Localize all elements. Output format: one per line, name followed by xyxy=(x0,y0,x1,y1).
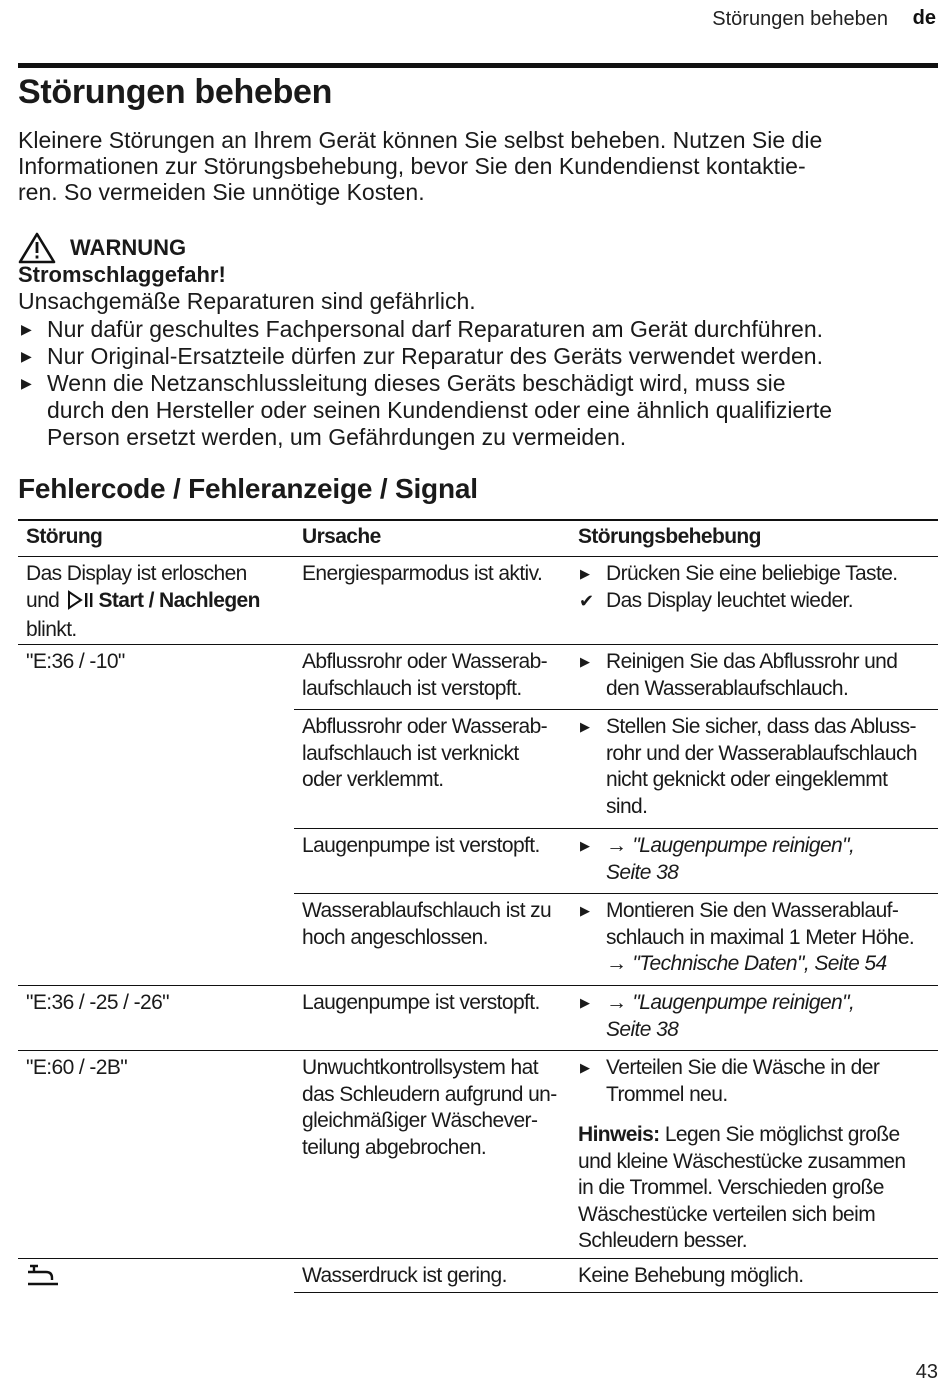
remedy-check-kinked: ▶ Stellen Sie sicher, dass das Abluss- rohr und der Wasserablaufschlauch nicht geknickt oder eingeklemmt sind. xyxy=(580,715,917,818)
start-pause-icon xyxy=(67,590,97,618)
table-row-e36-25-ursache: Laugenpumpe ist verstopft. xyxy=(302,991,540,1014)
intro-paragraph xyxy=(18,127,938,205)
table-row-e36-25-stoerung: "E:36 / -25 / -26" xyxy=(26,991,170,1014)
cause-hose-too-high: Wasserablaufschlauch ist zu hoch angeschlossen. xyxy=(302,899,552,949)
page-title: Störungen beheben xyxy=(18,73,333,111)
bullet-triangle-icon: ▶ xyxy=(21,375,32,391)
table-row-display-off-behebung: ▶ Drücken Sie eine beliebige Taste. ✔ Das Display leuchtet wieder. xyxy=(578,561,898,614)
table-row-e60-stoerung: "E:60 / -2B" xyxy=(26,1056,128,1079)
intro-line: Informationen zur Störungsbehebung, bevor Sie den Kundendienst kontaktie- xyxy=(18,153,806,179)
table-row-e36-10-stoerung: "E:36 / -10" xyxy=(26,650,125,673)
table-rule xyxy=(294,893,938,894)
warning-label: WARNUNG xyxy=(70,235,187,260)
table-rule xyxy=(294,709,938,710)
warning-triangle-icon xyxy=(18,232,56,264)
cause-drain-blocked: Abflussrohr oder Wasserab- laufschlauch ist verstopft. xyxy=(302,650,548,700)
cause-pump-blocked: Laugenpumpe ist verstopft. xyxy=(302,834,540,857)
remedy-clean-drain: ▶ Reinigen Sie das Abflussrohr und den Wasserablaufschlauch. xyxy=(580,650,898,700)
column-header-stoerung: Störung xyxy=(26,525,103,548)
hint-note: Hinweis: Legen Sie möglichst große und kleine Wäschestücke zusammen in die Trommel. Verschieden große Wäschestücke verteilen sich beim Schleudern besser. xyxy=(578,1123,906,1252)
table-rule xyxy=(18,1258,938,1259)
table-row-e60-behebung: ▶ Verteilen Sie die Wäsche in der Trommel neu. Hinweis: Legen Sie möglichst große und kleine Wäschestücke zusammen in die Trommel. Verschieden große Wäschestücke verteilen sich beim Schleudern besser. xyxy=(578,1055,905,1255)
warning-list-item: ▶ Nur dafür geschultes Fachpersonal darf Reparaturen am Gerät durchführen. xyxy=(21,316,824,342)
table-row-water-pressure-behebung: Keine Behebung möglich. xyxy=(578,1264,804,1287)
header-divider xyxy=(18,63,938,68)
table-rule xyxy=(18,644,938,645)
table-row-display-off-stoerung: Das Display ist erloschen und Start / Nachlegen blinkt. xyxy=(26,562,260,641)
warning-list-item: ▶ Nur Original-Ersatzteile dürfen zur Reparatur des Geräts verwendet werden. xyxy=(21,343,823,369)
bullet-triangle-icon: ▶ xyxy=(21,348,32,364)
table-row-e60-ursache: Unwuchtkontrollsystem hat das Schleudern aufgrund un- gleichmäßiger Wäschever- teilung abgebrochen. xyxy=(302,1056,557,1159)
intro-line: ren. So vermeiden Sie unnötige Kosten. xyxy=(18,179,425,205)
cause-drain-kinked: Abflussrohr oder Wasserab- laufschlauch ist verknickt oder verklemmt. xyxy=(302,715,548,791)
arrow-right-icon: → xyxy=(606,834,627,857)
table-rule xyxy=(18,556,938,557)
table-row-display-off-ursache: Energiesparmodus ist aktiv. xyxy=(302,562,543,585)
warning-text: Unsachgemäße Reparaturen sind gefährlich. xyxy=(18,288,476,314)
table-row-e36-25-behebung: ▶ → "Laugenpumpe reinigen", Seite 38 xyxy=(580,991,855,1041)
warning-heading xyxy=(18,232,186,264)
water-tap-icon xyxy=(26,1263,60,1295)
bullet-triangle-icon: ▶ xyxy=(580,1060,590,1075)
table-rule xyxy=(294,1292,938,1293)
column-header-ursache: Ursache xyxy=(302,525,381,548)
bullet-triangle-icon: ▶ xyxy=(580,995,590,1010)
table-rule xyxy=(18,985,938,986)
header-section-title: Störungen beheben xyxy=(712,8,888,30)
bullet-triangle-icon: ▶ xyxy=(580,838,590,853)
table-rule xyxy=(294,828,938,829)
warning-list-item: ▶ Wenn die Netzanschlussleitung dieses Geräts beschädigt wird, muss sie durch den Hersteller oder seinen Kundendienst oder eine ähnlich qualifizierte Person ersetzt werden, um Gefährdungen zu vermeiden. xyxy=(21,370,833,450)
section-title: Fehlercode / Fehleranzeige / Signal xyxy=(18,473,478,504)
table-row-water-pressure-ursache: Wasserdruck ist gering. xyxy=(302,1264,507,1287)
bullet-triangle-icon: ▶ xyxy=(580,903,590,918)
column-header-behebung: Störungsbehebung xyxy=(578,525,761,548)
arrow-right-icon: → xyxy=(606,991,627,1014)
bullet-triangle-icon: ▶ xyxy=(580,566,590,581)
table-rule xyxy=(18,1050,938,1051)
bullet-triangle-icon: ▶ xyxy=(580,654,590,669)
intro-line: Kleinere Störungen an Ihrem Gerät können Sie selbst beheben. Nutzen Sie die xyxy=(18,127,823,153)
bullet-triangle-icon: ▶ xyxy=(21,321,32,337)
arrow-right-icon: → xyxy=(606,952,627,975)
table-rule xyxy=(18,519,938,521)
warning-list xyxy=(18,316,943,451)
bullet-triangle-icon: ▶ xyxy=(580,719,590,734)
remedy-pump-reference: ▶ → "Laugenpumpe reinigen", Seite 38 xyxy=(580,834,855,884)
remedy-mount-hose: ▶ Montieren Sie den Wasserablauf- schlauch in maximal 1 Meter Höhe. → "Technische Daten", Seite 54 xyxy=(580,899,915,975)
checkmark-icon: ✔ xyxy=(579,590,594,611)
hint-label: Hinweis: xyxy=(578,1123,660,1146)
header-language: de xyxy=(912,7,936,29)
warning-subtitle: Stromschlaggefahr! xyxy=(18,262,226,287)
page-number: 43 xyxy=(915,1361,938,1383)
